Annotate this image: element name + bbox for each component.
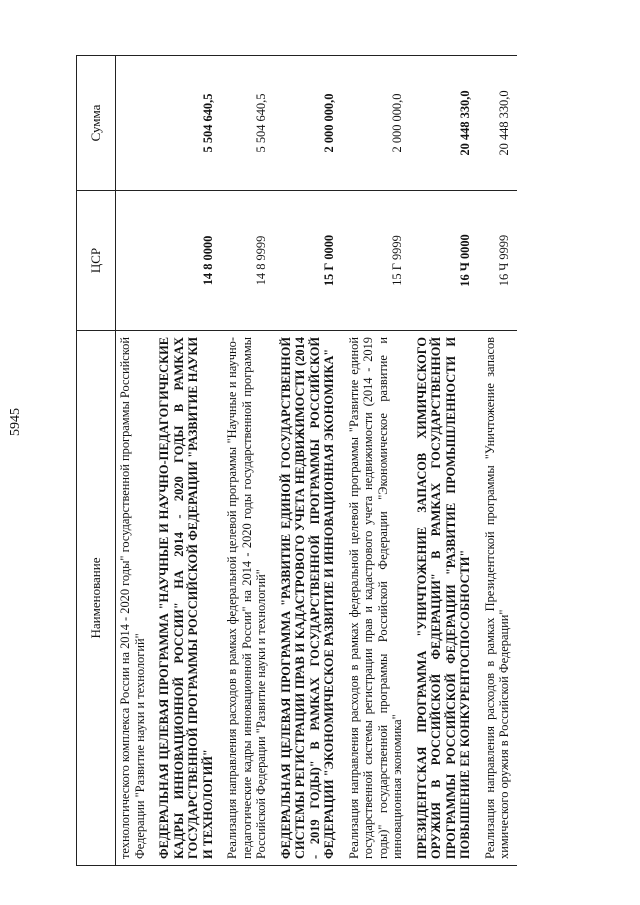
row-name: Реализация направления расходов в рамках федеральной целевой программы "Развитие единой государственной системы регистрации прав и кадастрового учета недвижимости (2014 - 2019 годы)" государственной программы Российской Федерации "Экономическое развитие и инновационная экономика"	[342, 331, 410, 866]
row-csr: 16 Ч 0000	[410, 191, 478, 331]
row-name: ПРЕЗИДЕНТСКАЯ ПРОГРАММА "УНИЧТОЖЕНИЕ ЗАПАСОВ ХИМИЧЕСКОГО ОРУЖИЯ В РОССИЙСКОЙ ФЕДЕРАЦИИ" В РАМКАХ ГОСУДАРСТВЕННОЙ ПРОГРАММЫ РОССИЙСКОЙ ФЕДЕРАЦИИ "РАЗВИТИЕ ПРОМЫШЛЕННОСТИ И ПОВЫШЕНИЕ ЕЕ КОНКУРЕНТОСПОСОБНОСТИ"	[410, 331, 478, 866]
table-row	[410, 56, 478, 866]
table-row	[152, 56, 220, 866]
row-name: ФЕДЕРАЛЬНАЯ ЦЕЛЕВАЯ ПРОГРАММА "НАУЧНЫЕ И НАУЧНО-ПЕДАГОГИЧЕСКИЕ КАДРЫ ИННОВАЦИОННОЙ РОССИИ" НА 2014 - 2020 ГОДЫ В РАМКАХ ГОСУДАРСТВЕННОЙ ПРОГРАММЫ РОССИЙСКОЙ ФЕДЕРАЦИИ "РАЗВИТИЕ НАУКИ И ТЕХНОЛОГИЙ"	[152, 331, 220, 866]
page-number: 5945	[8, 408, 23, 436]
table-row	[478, 56, 517, 866]
row-sum: 20 448 330,0	[478, 56, 517, 191]
row-csr: 14 8 0000	[152, 191, 220, 331]
row-sum: 20 448 330,0	[410, 56, 478, 191]
header-csr: ЦСР	[77, 191, 116, 331]
row-sum: 5 504 640,5	[152, 56, 220, 191]
row-sum: 2 000 000,0	[342, 56, 410, 191]
table-row	[220, 56, 274, 866]
row-sum: 5 504 640,5	[220, 56, 274, 191]
row-csr	[116, 191, 153, 331]
header-name: Наименование	[77, 331, 116, 866]
table-row	[116, 56, 153, 866]
row-name: Реализация направления расходов в рамках Президентской программы "Уничтожение запасов химического оружия в Российской Федерации"	[478, 331, 517, 866]
row-csr: 15 Г 0000	[274, 191, 342, 331]
row-csr: 14 8 9999	[220, 191, 274, 331]
table-row	[342, 56, 410, 866]
row-csr: 15 Г 9999	[342, 191, 410, 331]
row-name: Реализация направления расходов в рамках федеральной целевой программы "Научные и научно-педагогические кадры инновационной России" на 2014 - 2020 годы государственной программы Российской Федерации "Развитие науки и технологий"	[220, 331, 274, 866]
budget-table	[76, 55, 517, 866]
row-csr: 16 Ч 9999	[478, 191, 517, 331]
table-header-row	[77, 56, 116, 866]
row-sum	[116, 56, 153, 191]
row-name: технологического комплекса России на 2014 - 2020 годы" государственной программы Российской Федерации "Развитие науки и технологий"	[116, 331, 153, 866]
row-name: ФЕДЕРАЛЬНАЯ ЦЕЛЕВАЯ ПРОГРАММА "РАЗВИТИЕ ЕДИНОЙ ГОСУДАРСТВЕННОЙ СИСТЕМЫ РЕГИСТРАЦИИ ПРАВ И КАДАСТРОВОГО УЧЕТА НЕДВИЖИМОСТИ (2014 - 2019 ГОДЫ)" В РАМКАХ ГОСУДАРСТВЕННОЙ ПРОГРАММЫ РОССИЙСКОЙ ФЕДЕРАЦИИ "ЭКОНОМИЧЕСКОЕ РАЗВИТИЕ И ИННОВАЦИОННАЯ ЭКОНОМИКА"	[274, 331, 342, 866]
table-row	[274, 56, 342, 866]
header-sum: Сумма	[77, 56, 116, 191]
rotated-table-region	[76, 56, 640, 866]
row-sum: 2 000 000,0	[274, 56, 342, 191]
